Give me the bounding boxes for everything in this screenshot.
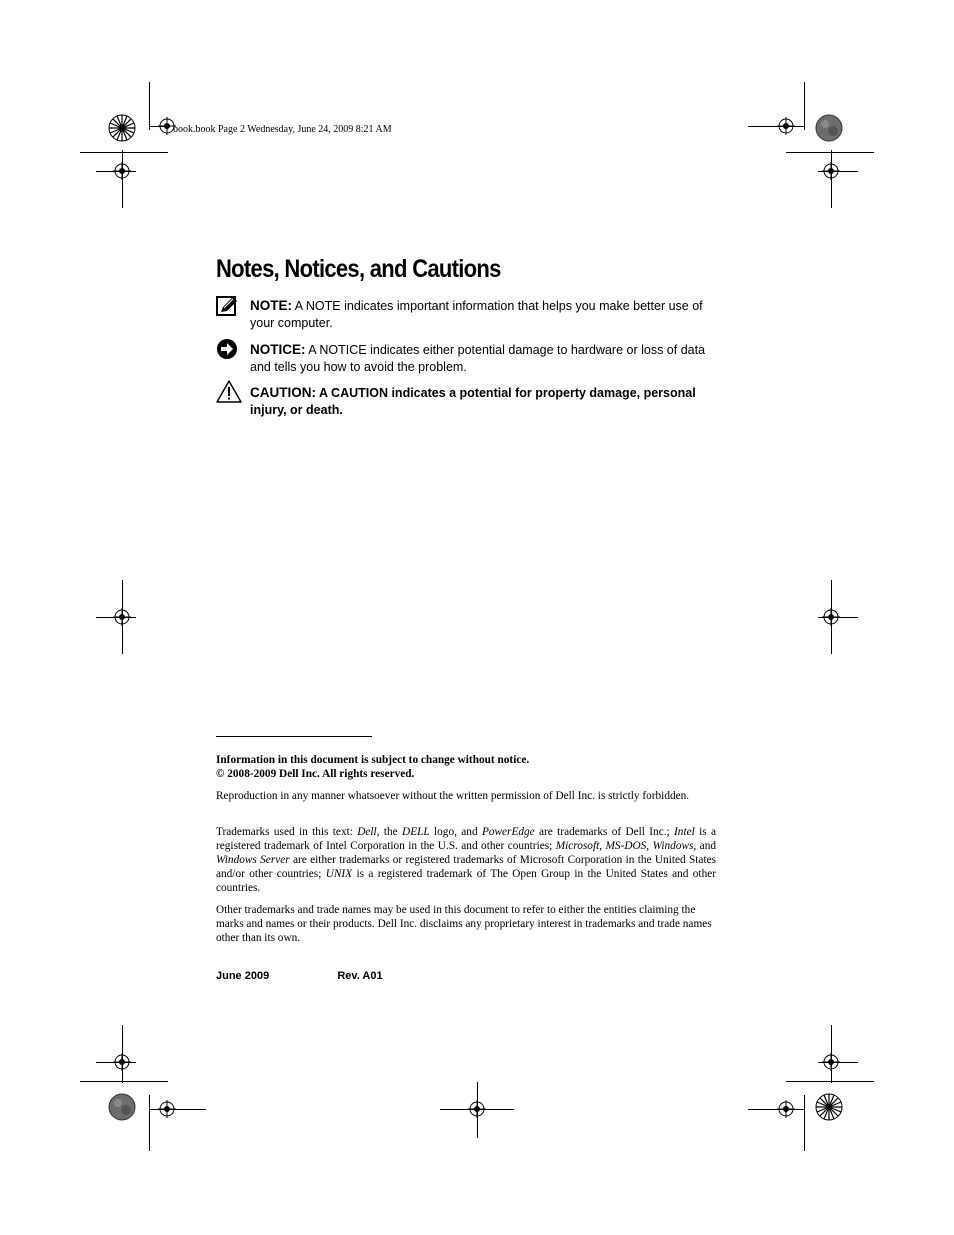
note-callout <box>250 297 720 332</box>
tm-name: Dell <box>357 826 377 838</box>
starburst-target-icon <box>815 1093 843 1121</box>
footnote-rule <box>216 736 372 737</box>
notice-text: A NOTICE indicates either potential damage to hardware or loss of data and tells you how to avoid the problem. <box>250 343 706 374</box>
gray-target-icon <box>815 114 843 142</box>
change-notice <box>216 753 716 781</box>
tm-text: , and <box>693 840 716 852</box>
tm-name: Intel <box>674 826 695 838</box>
info-line: Information in this document is subject to change without notice. <box>216 754 530 766</box>
notice-callout <box>250 341 720 376</box>
tm-name: Microsoft <box>555 840 600 852</box>
footer-revision: Rev. A01 <box>337 970 383 982</box>
registration-target-icon <box>822 1053 840 1071</box>
registration-target-icon <box>777 117 795 135</box>
registration-target-icon <box>777 1100 795 1118</box>
registration-target-icon <box>113 1053 131 1071</box>
reproduction-paragraph <box>216 789 716 803</box>
other-trademarks-paragraph <box>216 903 716 945</box>
tm-text: is a registered trademark of Intel Corporation in the U.S. and other countries; <box>216 826 716 852</box>
tm-text: Trademarks used in this text: <box>216 826 358 838</box>
caution-text: A CAUTION indicates a potential for property damage, personal injury, or death. <box>250 386 696 417</box>
other-trademarks-text: Other trademarks and trade names may be used in this document to refer to either the entities claiming the marks and names or their products. Dell Inc. disclaims any proprietary interest in trademarks and trade names other than its own. <box>216 904 712 944</box>
gray-target-icon <box>108 1093 136 1121</box>
note-label: NOTE: <box>250 298 292 313</box>
tm-name: DELL <box>402 826 430 838</box>
registration-target-icon <box>822 162 840 180</box>
footer <box>216 970 383 982</box>
trademarks-paragraph <box>216 825 716 895</box>
tm-name: Windows Server <box>216 854 290 866</box>
tm-text: are either trademarks or registered trademarks of Microsoft Corporation in the United States and/or other countries; <box>216 854 716 880</box>
note-text: A NOTE indicates important information that helps you make better use of your computer. <box>250 299 703 330</box>
registration-target-icon <box>113 608 131 626</box>
tm-name: UNIX <box>325 868 353 880</box>
page-title: Notes, Notices, and Cautions <box>216 255 501 283</box>
caution-callout <box>250 384 720 419</box>
registration-target-icon <box>113 162 131 180</box>
notice-label: NOTICE: <box>250 342 306 357</box>
tm-text: is a registered trademark of The Open Group in the United States and other countries. <box>216 868 716 894</box>
tm-text: , <box>599 840 606 852</box>
registration-target-icon <box>158 1100 176 1118</box>
arrow-circle-icon <box>216 338 238 360</box>
tm-name: MS-DOS, <box>605 840 650 852</box>
copyright-line: © 2008-2009 Dell Inc. All rights reserved. <box>216 768 415 780</box>
tm-name: PowerEdge <box>481 826 535 838</box>
tm-name: Windows <box>652 840 694 852</box>
footer-date: June 2009 <box>216 970 270 982</box>
registration-target-icon <box>468 1100 486 1118</box>
tm-text: are trademarks of Dell Inc.; <box>534 826 675 838</box>
reproduction-text: Reproduction in any manner whatsoever without the written permission of Dell Inc. is strictly forbidden. <box>216 790 690 802</box>
pencil-note-icon <box>216 296 238 316</box>
tm-text: logo, and <box>429 826 482 838</box>
slug-line: book.book Page 2 Wednesday, June 24, 2009 8:21 AM <box>173 124 392 135</box>
starburst-target-icon <box>108 114 136 142</box>
registration-target-icon <box>822 608 840 626</box>
caution-label: CAUTION: <box>250 385 316 400</box>
warning-triangle-icon <box>216 380 242 403</box>
tm-text: , the <box>376 826 403 838</box>
